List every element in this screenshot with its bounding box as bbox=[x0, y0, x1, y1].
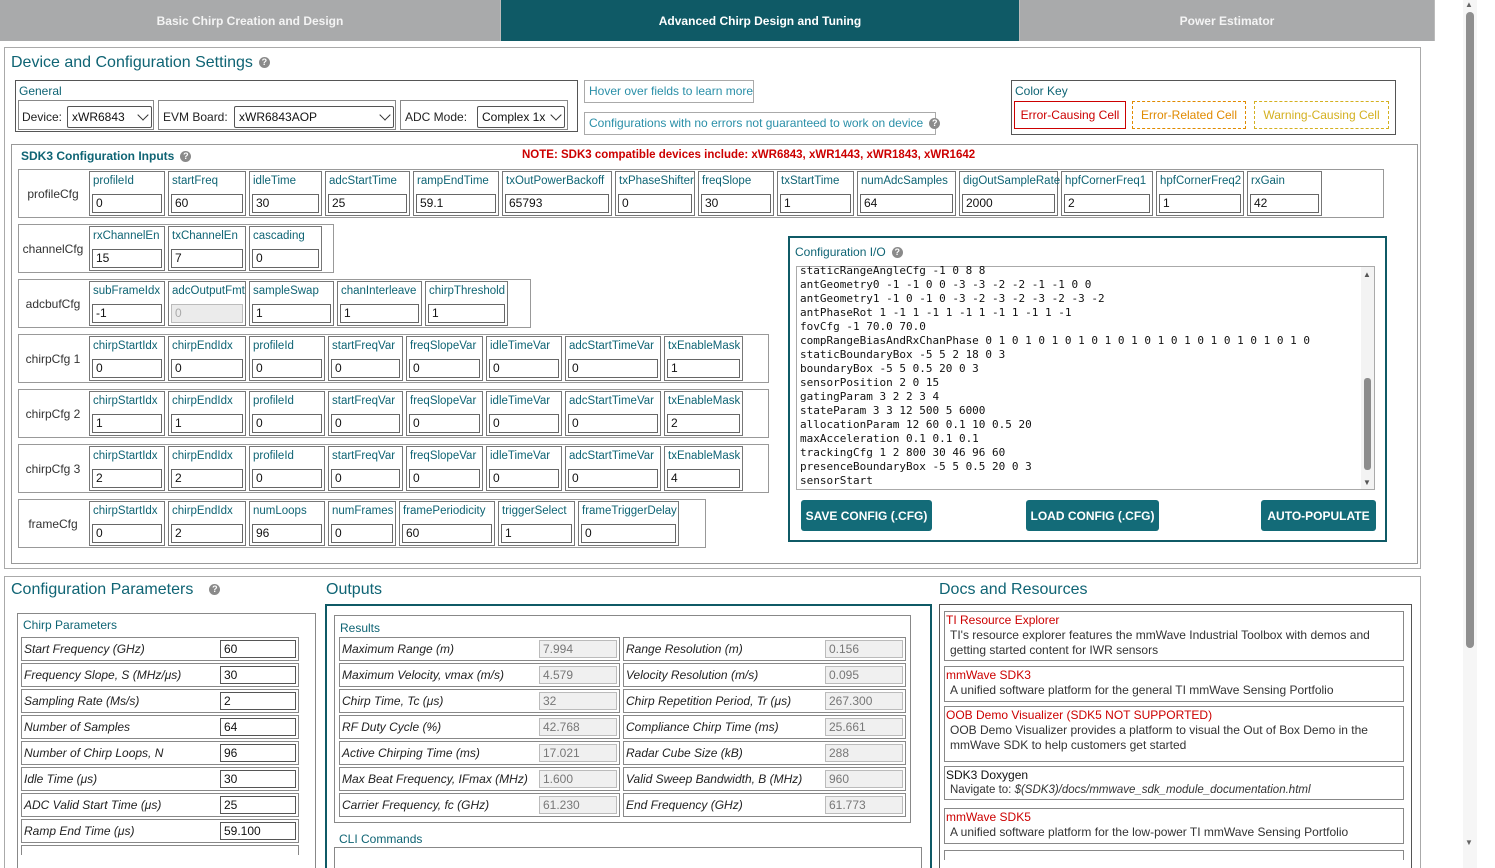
chirpCfg1-chirpStartIdx-label: chirpStartIdx bbox=[93, 340, 158, 352]
doc-description bbox=[950, 783, 1395, 798]
chirp-param-input[interactable]: 64 bbox=[220, 718, 296, 736]
chirp-param-label: Number of Samples bbox=[24, 720, 131, 734]
chirp-params-label: Chirp Parameters bbox=[23, 618, 118, 632]
adcbufCfg-adcOutputFmt-cell bbox=[168, 281, 246, 326]
profileCfg-label: profileCfg bbox=[27, 186, 79, 201]
adcbufCfg-chirpThreshold-input[interactable]: 1 bbox=[428, 304, 505, 323]
chirpCfg2-idleTimeVar-cell bbox=[486, 391, 562, 436]
docs-title: Docs and Resources bbox=[939, 581, 1088, 598]
profileCfg-profileId-input[interactable]: 0 bbox=[92, 194, 162, 213]
doc-item bbox=[944, 611, 1404, 661]
chirpCfg2-freqSlopeVar-input[interactable]: 0 bbox=[409, 414, 480, 433]
scroll-up-icon[interactable]: ▲ bbox=[1363, 270, 1371, 279]
result-label: End Frequency (GHz) bbox=[626, 798, 743, 812]
chirpCfg3-adcStartTimeVar-input[interactable]: 0 bbox=[568, 469, 658, 488]
result-row bbox=[623, 663, 906, 687]
channelCfg-txChannelEn-input[interactable]: 7 bbox=[171, 249, 243, 268]
chirpCfg2-adcStartTimeVar-cell bbox=[565, 391, 661, 436]
save-config-button[interactable]: SAVE CONFIG (.CFG) bbox=[801, 500, 932, 531]
frameCfg-numFrames-label: numFrames bbox=[332, 505, 394, 517]
chirpCfg2-chirpEndIdx-input[interactable]: 1 bbox=[171, 414, 243, 433]
chirpCfg3-idleTimeVar-label: idleTimeVar bbox=[490, 450, 551, 462]
result-value: 267.300 bbox=[825, 692, 903, 710]
result-row bbox=[623, 741, 906, 765]
adcbufCfg-label: adcbufCfg bbox=[25, 296, 81, 311]
profileCfg-adcStartTime-cell bbox=[325, 171, 410, 216]
chirpCfg3-startFreqVar-input[interactable]: 0 bbox=[331, 469, 400, 488]
color-key-label: Color Key bbox=[1015, 84, 1068, 98]
adcbufCfg-subFrameIdx-cell bbox=[89, 281, 165, 326]
result-value: 288 bbox=[825, 744, 903, 762]
channelCfg-cascading-label: cascading bbox=[253, 230, 305, 242]
profileCfg-hpfCornerFreq2-cell bbox=[1156, 171, 1244, 216]
result-label: Velocity Resolution (m/s) bbox=[626, 668, 759, 682]
chirp-param-label: Ramp End Time (μs) bbox=[24, 824, 135, 838]
chirpCfg2-startFreqVar-input[interactable]: 0 bbox=[331, 414, 400, 433]
config-params-title: Configuration Parameters ? bbox=[11, 581, 220, 599]
profileCfg-profileId-cell bbox=[89, 171, 165, 216]
doc-title-link: SDK3 Doxygen bbox=[946, 768, 1029, 782]
channelCfg-cascading-cell bbox=[249, 226, 322, 271]
frameCfg-triggerSelect-label: triggerSelect bbox=[502, 505, 567, 517]
frameCfg-framePeriodicity-cell bbox=[399, 501, 495, 546]
profileCfg-numAdcSamples-input[interactable]: 64 bbox=[860, 194, 953, 213]
cli-commands-label: CLI Commands bbox=[339, 832, 423, 846]
tab-power-estimator[interactable]: Power Estimator bbox=[1020, 0, 1435, 41]
chirpCfg1-txEnableMask-label: txEnableMask bbox=[668, 340, 741, 352]
chirpCfg3-profileId-label: profileId bbox=[253, 450, 294, 462]
profileCfg-rxGain-label: rxGain bbox=[1251, 175, 1285, 187]
result-label: Chirp Repetition Period, Tr (μs) bbox=[626, 694, 792, 708]
result-value: 61.230 bbox=[539, 796, 617, 814]
evm-label: EVM Board: bbox=[163, 110, 228, 124]
result-value: 17.021 bbox=[539, 744, 617, 762]
adcbufCfg-chanInterleave-input[interactable]: 1 bbox=[340, 304, 419, 323]
profileCfg-profileId-label: profileId bbox=[93, 175, 134, 187]
chirpCfg2-chirpEndIdx-label: chirpEndIdx bbox=[172, 395, 233, 407]
frameCfg-triggerSelect-input[interactable]: 1 bbox=[501, 524, 572, 543]
scroll-up-icon[interactable]: ▲ bbox=[1465, 0, 1473, 9]
channelCfg-rxChannelEn-cell bbox=[89, 226, 165, 271]
chirpCfg2-txEnableMask-cell bbox=[664, 391, 743, 436]
sdk3-note: NOTE: SDK3 compatible devices include: xWR6843, xWR1443, xWR1843, xWR1642 bbox=[522, 149, 976, 161]
device-select[interactable]: xWR6843 bbox=[67, 106, 152, 128]
help-icon[interactable]: ? bbox=[180, 151, 191, 162]
chirpCfg2-adcStartTimeVar-input[interactable]: 0 bbox=[568, 414, 658, 433]
chirpCfg1-txEnableMask-input[interactable]: 1 bbox=[667, 359, 740, 378]
chirpCfg3-freqSlopeVar-label: freqSlopeVar bbox=[410, 450, 477, 462]
chirpCfg1-chirpStartIdx-cell bbox=[89, 336, 165, 381]
adc-label: ADC Mode: bbox=[405, 110, 468, 124]
profileCfg-txStartTime-label: txStartTime bbox=[781, 175, 840, 187]
doc-title-link[interactable]: OOB Demo Visualizer (SDK5 NOT SUPPORTED) bbox=[946, 708, 1213, 722]
chirpCfg2-startFreqVar-label: startFreqVar bbox=[332, 395, 396, 407]
result-value: 32 bbox=[539, 692, 617, 710]
chirpCfg1-adcStartTimeVar-label: adcStartTimeVar bbox=[569, 340, 654, 352]
chirpCfg1-startFreqVar-label: startFreqVar bbox=[332, 340, 396, 352]
adc-select[interactable]: Complex 1x bbox=[477, 106, 565, 128]
scroll-down-icon[interactable]: ▼ bbox=[1465, 838, 1473, 847]
result-row bbox=[339, 715, 620, 739]
load-config-button[interactable]: LOAD CONFIG (.CFG) bbox=[1026, 500, 1159, 531]
chirp-param-row bbox=[21, 715, 299, 739]
chirpCfg3-freqSlopeVar-cell bbox=[406, 446, 483, 491]
chirpCfg3-txEnableMask-label: txEnableMask bbox=[668, 450, 741, 462]
result-value: 0.095 bbox=[825, 666, 903, 684]
chirp-param-row bbox=[21, 663, 299, 687]
chirpCfg3-adcStartTimeVar-cell bbox=[565, 446, 661, 491]
chirp-param-row bbox=[21, 741, 299, 765]
profileCfg-rampEndTime-cell bbox=[413, 171, 499, 216]
profileCfg-freqSlope-label: freqSlope bbox=[702, 175, 752, 187]
profileCfg-txOutPowerBackoff-input[interactable]: 65793 bbox=[505, 194, 609, 213]
profileCfg-freqSlope-input[interactable]: 30 bbox=[701, 194, 771, 213]
result-value: 1.600 bbox=[539, 770, 617, 788]
chirpCfg2-chirpStartIdx-cell bbox=[89, 391, 165, 436]
result-value: 25.661 bbox=[825, 718, 903, 736]
chirpCfg2-chirpEndIdx-cell bbox=[168, 391, 246, 436]
result-label: Chirp Time, Tc (μs) bbox=[342, 694, 444, 708]
sdk3-title: SDK3 Configuration Inputs ? bbox=[21, 149, 191, 163]
chirp-param-input[interactable]: 59.100 bbox=[220, 822, 296, 840]
profileCfg-rxGain-input[interactable]: 42 bbox=[1250, 194, 1319, 213]
chirpCfg1-chirpStartIdx-input[interactable]: 0 bbox=[92, 359, 162, 378]
help-icon[interactable]: ? bbox=[929, 118, 940, 129]
frameCfg-triggerSelect-cell bbox=[498, 501, 575, 546]
frameCfg-frameTriggerDelay-input[interactable]: 0 bbox=[581, 524, 676, 543]
chirpCfg1-freqSlopeVar-label: freqSlopeVar bbox=[410, 340, 477, 352]
profileCfg-numAdcSamples-cell bbox=[857, 171, 956, 216]
results-label: Results bbox=[340, 621, 381, 635]
result-label: RF Duty Cycle (%) bbox=[342, 720, 442, 734]
profileCfg-numAdcSamples-label: numAdcSamples bbox=[861, 175, 948, 187]
adcbufCfg-chirpThreshold-cell bbox=[425, 281, 508, 326]
result-value: 0.156 bbox=[825, 640, 903, 658]
frameCfg-chirpStartIdx-input[interactable]: 0 bbox=[92, 524, 162, 543]
help-icon[interactable]: ? bbox=[209, 584, 220, 595]
profileCfg-rampEndTime-label: rampEndTime bbox=[417, 175, 489, 187]
profileCfg-idleTime-label: idleTime bbox=[253, 175, 297, 187]
profileCfg-digOutSampleRate-label: digOutSampleRate bbox=[963, 175, 1061, 187]
chirpCfg3-chirpStartIdx-cell bbox=[89, 446, 165, 491]
chirp-param-row bbox=[21, 793, 299, 817]
chirpCfg3-chirpEndIdx-cell bbox=[168, 446, 246, 491]
profileCfg-hpfCornerFreq2-input[interactable]: 1 bbox=[1159, 194, 1241, 213]
result-value: 42.768 bbox=[539, 718, 617, 736]
chirp-param-input[interactable]: 60 bbox=[220, 640, 296, 658]
chirpCfg2-chirpStartIdx-label: chirpStartIdx bbox=[93, 395, 158, 407]
adcbufCfg-chanInterleave-cell bbox=[337, 281, 422, 326]
chirpCfg2-txEnableMask-input[interactable]: 2 bbox=[667, 414, 740, 433]
chirp-param-label: Idle Time (μs) bbox=[24, 772, 98, 786]
chirpCfg1-freqSlopeVar-cell bbox=[406, 336, 483, 381]
profileCfg-startFreq-input[interactable]: 60 bbox=[171, 194, 243, 213]
frameCfg-chirpStartIdx-label: chirpStartIdx bbox=[93, 505, 158, 517]
chirpCfg2-profileId-cell bbox=[249, 391, 325, 436]
doc-item bbox=[944, 706, 1404, 762]
doc-item bbox=[944, 766, 1404, 800]
chirpCfg1-chirpEndIdx-cell bbox=[168, 336, 246, 381]
doc-item bbox=[944, 808, 1404, 844]
chevron-down-icon bbox=[379, 109, 390, 120]
adcbufCfg-sampleSwap-input[interactable]: 1 bbox=[252, 304, 331, 323]
chirpCfg1-startFreqVar-input[interactable]: 0 bbox=[331, 359, 400, 378]
chirpCfg3-startFreqVar-cell bbox=[328, 446, 403, 491]
chirpCfg1-profileId-input[interactable]: 0 bbox=[252, 359, 322, 378]
result-label: Radar Cube Size (kB) bbox=[626, 746, 743, 760]
frameCfg-chirpEndIdx-label: chirpEndIdx bbox=[172, 505, 233, 517]
no-error-hint: Configurations with no errors not guaranteed to work on device ? bbox=[584, 112, 936, 135]
chirpCfg1-idleTimeVar-input[interactable]: 0 bbox=[489, 359, 559, 378]
adcbufCfg-sampleSwap-cell bbox=[249, 281, 334, 326]
chirpCfg2-profileId-input[interactable]: 0 bbox=[252, 414, 322, 433]
chirpCfg1-txEnableMask-cell bbox=[664, 336, 743, 381]
chirpCfg3-txEnableMask-input[interactable]: 4 bbox=[667, 469, 740, 488]
frameCfg-framePeriodicity-label: framePeriodicity bbox=[403, 505, 486, 517]
result-row bbox=[339, 637, 620, 661]
result-row bbox=[339, 663, 620, 687]
chirpCfg2-profileId-label: profileId bbox=[253, 395, 294, 407]
chirpCfg2-freqSlopeVar-label: freqSlopeVar bbox=[410, 395, 477, 407]
chirpCfg2-freqSlopeVar-cell bbox=[406, 391, 483, 436]
profileCfg-txStartTime-input[interactable]: 1 bbox=[780, 194, 851, 213]
chirpCfg2-idleTimeVar-input[interactable]: 0 bbox=[489, 414, 559, 433]
chirpCfg1-chirpEndIdx-input[interactable]: 0 bbox=[171, 359, 243, 378]
profileCfg-txPhaseShifter-label: txPhaseShifter bbox=[619, 175, 694, 187]
frameCfg-numLoops-label: numLoops bbox=[253, 505, 307, 517]
profileCfg-txPhaseShifter-input[interactable]: 0 bbox=[618, 194, 692, 213]
chevron-down-icon bbox=[137, 109, 148, 120]
general-label: General bbox=[19, 84, 62, 98]
result-value: 4.579 bbox=[539, 666, 617, 684]
chirpCfg3-idleTimeVar-cell bbox=[486, 446, 562, 491]
auto-populate-button[interactable]: AUTO-POPULATE bbox=[1261, 500, 1376, 531]
result-value: 61.773 bbox=[825, 796, 903, 814]
chirpCfg3-chirpEndIdx-label: chirpEndIdx bbox=[172, 450, 233, 462]
result-row bbox=[623, 767, 906, 791]
adcbufCfg-adcOutputFmt-input: 0 bbox=[171, 304, 243, 323]
profileCfg-adcStartTime-label: adcStartTime bbox=[329, 175, 397, 187]
doc-title-link[interactable]: TI Resource Explorer bbox=[946, 613, 1060, 627]
help-icon[interactable]: ? bbox=[259, 57, 270, 68]
profileCfg-txPhaseShifter-cell bbox=[615, 171, 695, 216]
result-label: Maximum Range (m) bbox=[342, 642, 455, 656]
cli-commands-box bbox=[334, 847, 922, 868]
result-value: 960 bbox=[825, 770, 903, 788]
frameCfg-frameTriggerDelay-cell bbox=[578, 501, 679, 546]
chirp-param-input[interactable]: 30 bbox=[220, 666, 296, 684]
tab-basic-chirp[interactable]: Basic Chirp Creation and Design bbox=[0, 0, 501, 41]
error-causing-key: Error-Causing Cell bbox=[1014, 101, 1126, 129]
doc-description: A unified software platform for the general TI mmWave Sensing Portfolio bbox=[950, 683, 1334, 697]
profileCfg-hpfCornerFreq1-cell bbox=[1061, 171, 1153, 216]
channelCfg-txChannelEn-label: txChannelEn bbox=[172, 230, 238, 242]
chirpCfg1-profileId-cell bbox=[249, 336, 325, 381]
doc-item-partial bbox=[944, 850, 1404, 860]
channelCfg-rxChannelEn-input[interactable]: 15 bbox=[92, 249, 162, 268]
profileCfg-idleTime-cell bbox=[249, 171, 322, 216]
chirp-param-input[interactable]: 30 bbox=[220, 770, 296, 788]
result-row bbox=[623, 793, 906, 817]
chirp-param-row-partial bbox=[21, 845, 299, 855]
chirpCfg3-adcStartTimeVar-label: adcStartTimeVar bbox=[569, 450, 654, 462]
result-label: Range Resolution (m) bbox=[626, 642, 743, 656]
profileCfg-freqSlope-cell bbox=[698, 171, 774, 216]
chirp-param-row bbox=[21, 819, 299, 843]
result-row bbox=[623, 689, 906, 713]
chirpCfg3-profileId-cell bbox=[249, 446, 325, 491]
chirpCfg1-profileId-label: profileId bbox=[253, 340, 294, 352]
profileCfg-rxGain-cell bbox=[1247, 171, 1322, 216]
profileCfg-txOutPowerBackoff-label: txOutPowerBackoff bbox=[506, 175, 605, 187]
chirp-param-row bbox=[21, 767, 299, 791]
chirpCfg3-profileId-input[interactable]: 0 bbox=[252, 469, 322, 488]
result-label: Valid Sweep Bandwidth, B (MHz) bbox=[626, 772, 803, 786]
hover-hint: Hover over fields to learn more bbox=[584, 80, 754, 103]
chirpCfg1-freqSlopeVar-input[interactable]: 0 bbox=[409, 359, 480, 378]
scroll-down-icon[interactable]: ▼ bbox=[1363, 478, 1371, 487]
chirpCfg3-freqSlopeVar-input[interactable]: 0 bbox=[409, 469, 480, 488]
chirpCfg2-label: chirpCfg 2 bbox=[25, 406, 81, 421]
adcbufCfg-sampleSwap-label: sampleSwap bbox=[253, 285, 319, 297]
chirp-param-label: Number of Chirp Loops, N bbox=[24, 746, 164, 760]
result-label: Maximum Velocity, vmax (m/s) bbox=[342, 668, 505, 682]
result-row bbox=[339, 793, 620, 817]
doc-description: OOB Demo Visualizer provides a platform to visual the Out of Box Demo in the mmWave SDK to help customers get started bbox=[950, 723, 1368, 752]
error-related-key: Error-Related Cell bbox=[1132, 101, 1246, 129]
chirpCfg3-startFreqVar-label: startFreqVar bbox=[332, 450, 396, 462]
device-settings-title: Device and Configuration Settings ? bbox=[11, 54, 270, 72]
adcbufCfg-subFrameIdx-input[interactable]: -1 bbox=[92, 304, 162, 323]
chirp-param-input[interactable]: 2 bbox=[220, 692, 296, 710]
frameCfg-chirpEndIdx-input[interactable]: 2 bbox=[171, 524, 243, 543]
chirpCfg1-adcStartTimeVar-cell bbox=[565, 336, 661, 381]
chirpCfg1-adcStartTimeVar-input[interactable]: 0 bbox=[568, 359, 658, 378]
doc-description: TI's resource explorer features the mmWave Industrial Toolbox with demos and getting started content for IWR sensors bbox=[950, 628, 1370, 657]
page-scroll-thumb[interactable] bbox=[1466, 12, 1474, 648]
adcbufCfg-adcOutputFmt-label: adcOutputFmt bbox=[172, 285, 245, 297]
chevron-down-icon bbox=[550, 109, 561, 120]
chirp-param-label: Sampling Rate (Ms/s) bbox=[24, 694, 140, 708]
frameCfg-chirpEndIdx-cell bbox=[168, 501, 246, 546]
config-text: staticRangeAngleCfg -1 0 8 8 antGeometry0 -1 -1 0 0 -3 -3 -2 -2 -1 -1 0 0 antGeometry1 -1 0 -1 0 -3 -2 -3 -2 -3 -2 -3 -2 antPhaseRot 1 -1 1 -1 1 -1 1 -1 1 -1 1 -1 fovCfg -1 70.0 70.0 compRangeBiasAndRxChanPhase 0 1 0 1 0 1 0 1 0 1 0 1 0 1 0 1 0 1 0 1 0 1 0 1 0 staticBoundaryBox -5 5 2 18 0 3 boundaryBox -5 5 0.5 20 0 3 sensorPosition 2 0 15 gatingParam 3 2 2 3 4 stateParam 3 3 12 500 5 6000 allocationParam 12 60 0.1 10 0.5 20 maxAcceleration 0.1 0.1 0.1 trackingCfg 1 2 800 30 46 96 60 presenceBoundaryBox -5 5 0.5 20 0 3 sensorStart bbox=[800, 264, 1310, 487]
frameCfg-frameTriggerDelay-label: frameTriggerDelay bbox=[582, 505, 677, 517]
result-label: Max Beat Frequency, IFmax (MHz) bbox=[342, 772, 528, 786]
evm-select[interactable]: xWR6843AOP bbox=[234, 106, 394, 128]
doc-path: $(SDK3)/docs/mmwave_sdk_module_documentation.html bbox=[1014, 784, 1311, 796]
profileCfg-hpfCornerFreq1-input[interactable]: 2 bbox=[1064, 194, 1150, 213]
chirp-param-input[interactable]: 25 bbox=[220, 796, 296, 814]
channelCfg-cascading-input[interactable]: 0 bbox=[252, 249, 319, 268]
chirp-param-label: ADC Valid Start Time (μs) bbox=[24, 798, 162, 812]
frameCfg-numFrames-input[interactable]: 0 bbox=[331, 524, 393, 543]
tab-advanced-chirp[interactable]: Advanced Chirp Design and Tuning bbox=[501, 0, 1020, 41]
help-icon[interactable]: ? bbox=[892, 247, 903, 258]
chirpCfg3-chirpStartIdx-label: chirpStartIdx bbox=[93, 450, 158, 462]
frameCfg-numFrames-cell bbox=[328, 501, 396, 546]
chirp-param-label: Start Frequency (GHz) bbox=[24, 642, 145, 656]
chirpCfg3-chirpEndIdx-input[interactable]: 2 bbox=[171, 469, 243, 488]
doc-title-link[interactable]: mmWave SDK5 bbox=[946, 810, 1031, 824]
profileCfg-hpfCornerFreq2-label: hpfCornerFreq2 bbox=[1160, 175, 1242, 187]
profileCfg-txStartTime-cell bbox=[777, 171, 854, 216]
chirpCfg1-startFreqVar-cell bbox=[328, 336, 403, 381]
chirp-param-input[interactable]: 96 bbox=[220, 744, 296, 762]
doc-title-link[interactable]: mmWave SDK3 bbox=[946, 668, 1031, 682]
config-io-title: Configuration I/O ? bbox=[795, 245, 903, 259]
profileCfg-txOutPowerBackoff-cell bbox=[502, 171, 612, 216]
channelCfg-label: channelCfg bbox=[22, 241, 84, 256]
result-label: Carrier Frequency, fc (GHz) bbox=[342, 798, 490, 812]
device-label: Device: bbox=[22, 110, 63, 124]
profileCfg-hpfCornerFreq1-label: hpfCornerFreq1 bbox=[1065, 175, 1147, 187]
frameCfg-numLoops-input[interactable]: 96 bbox=[252, 524, 322, 543]
profileCfg-digOutSampleRate-cell bbox=[959, 171, 1061, 216]
chirpCfg2-startFreqVar-cell bbox=[328, 391, 403, 436]
profileCfg-digOutSampleRate-input[interactable]: 2000 bbox=[962, 194, 1055, 213]
profileCfg-idleTime-input[interactable]: 30 bbox=[252, 194, 319, 213]
chirpCfg2-idleTimeVar-label: idleTimeVar bbox=[490, 395, 551, 407]
doc-item bbox=[944, 666, 1404, 702]
profileCfg-startFreq-label: startFreq bbox=[172, 175, 219, 187]
adcbufCfg-subFrameIdx-label: subFrameIdx bbox=[93, 285, 161, 297]
frameCfg-chirpStartIdx-cell bbox=[89, 501, 165, 546]
chirpCfg2-chirpStartIdx-input[interactable]: 1 bbox=[92, 414, 162, 433]
chirpCfg3-chirpStartIdx-input[interactable]: 2 bbox=[92, 469, 162, 488]
result-label: Compliance Chirp Time (ms) bbox=[626, 720, 779, 734]
chirp-param-label: Frequency Slope, S (MHz/μs) bbox=[24, 668, 182, 682]
result-row bbox=[339, 689, 620, 713]
result-value: 7.994 bbox=[539, 640, 617, 658]
doc-description-prefix: Navigate to: bbox=[950, 784, 1015, 796]
adcbufCfg-chanInterleave-label: chanInterleave bbox=[341, 285, 417, 297]
chirp-param-row bbox=[21, 637, 299, 661]
profileCfg-startFreq-cell bbox=[168, 171, 246, 216]
frameCfg-numLoops-cell bbox=[249, 501, 325, 546]
chirpCfg1-idleTimeVar-cell bbox=[486, 336, 562, 381]
result-row bbox=[623, 637, 906, 661]
outputs-title: Outputs bbox=[326, 581, 383, 598]
chirpCfg3-txEnableMask-cell bbox=[664, 446, 743, 491]
chirpCfg1-idleTimeVar-label: idleTimeVar bbox=[490, 340, 551, 352]
frameCfg-framePeriodicity-input[interactable]: 60 bbox=[402, 524, 492, 543]
result-row bbox=[339, 767, 620, 791]
chirpCfg1-chirpEndIdx-label: chirpEndIdx bbox=[172, 340, 233, 352]
doc-description: A unified software platform for the low-power TI mmWave Sensing Portfolio bbox=[950, 825, 1349, 839]
result-row bbox=[623, 715, 906, 739]
channelCfg-rxChannelEn-label: rxChannelEn bbox=[93, 230, 160, 242]
profileCfg-adcStartTime-input[interactable]: 25 bbox=[328, 194, 407, 213]
result-row bbox=[339, 741, 620, 765]
channelCfg-txChannelEn-cell bbox=[168, 226, 246, 271]
chirp-param-row bbox=[21, 689, 299, 713]
adcbufCfg-chirpThreshold-label: chirpThreshold bbox=[429, 285, 506, 297]
chirpCfg2-txEnableMask-label: txEnableMask bbox=[668, 395, 741, 407]
chirpCfg3-idleTimeVar-input[interactable]: 0 bbox=[489, 469, 559, 488]
chirpCfg1-label: chirpCfg 1 bbox=[25, 351, 81, 366]
frameCfg-label: frameCfg bbox=[28, 516, 78, 531]
chirpCfg2-adcStartTimeVar-label: adcStartTimeVar bbox=[569, 395, 654, 407]
chirpCfg3-label: chirpCfg 3 bbox=[25, 461, 81, 476]
warning-causing-key: Warning-Causing Cell bbox=[1254, 101, 1389, 129]
result-label: Active Chirping Time (ms) bbox=[342, 746, 480, 760]
config-scroll-thumb[interactable] bbox=[1364, 378, 1371, 470]
profileCfg-rampEndTime-input[interactable]: 59.1 bbox=[416, 194, 496, 213]
